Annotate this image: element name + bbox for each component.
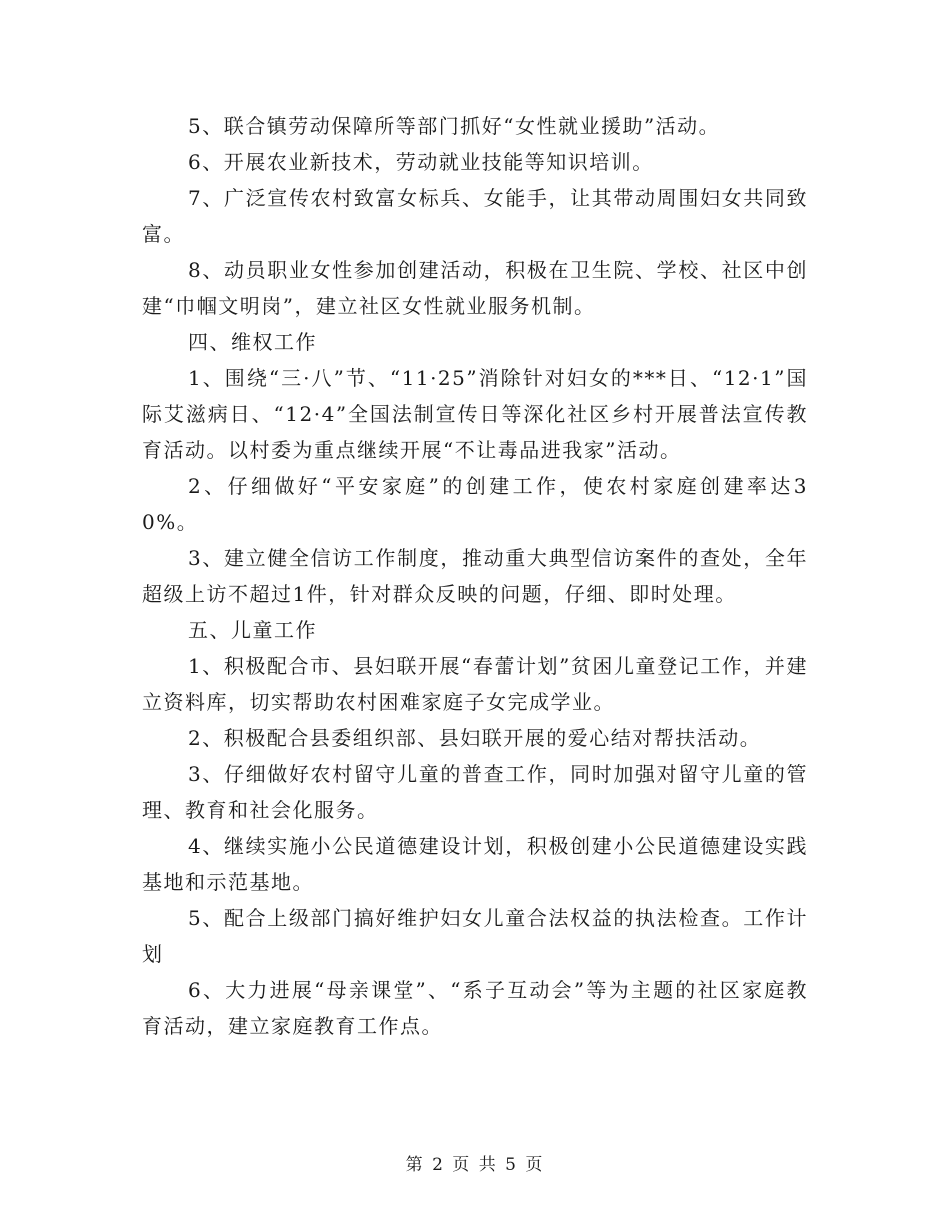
paragraph: 6、大力进展“母亲课堂”、“系子互动会”等为主题的社区家庭教育活动，建立家庭教育工作点。 — [142, 978, 808, 1038]
paragraph: 1、积极配合市、县妇联开展“春蕾计划”贫困儿童登记工作，并建立资料库，切实帮助农村困难家庭子女完成学业。 — [142, 654, 808, 714]
paragraph: 4、继续实施小公民道德建设计划，积极创建小公民道德建设实践基地和示范基地。 — [142, 834, 808, 894]
paragraph: 8、动员职业女性参加创建活动，积极在卫生院、学校、社区中创建“巾帼文明岗”，建立社区女性就业服务机制。 — [142, 258, 808, 318]
paragraph: 3、仔细做好农村留守儿童的普查工作，同时加强对留守儿童的管理、教育和社会化服务。 — [142, 762, 808, 822]
paragraph: 5、配合上级部门搞好维护妇女儿童合法权益的执法检查。工作计划 — [142, 906, 808, 966]
paragraph: 2、积极配合县委组织部、县妇联开展的爱心结对帮扶活动。 — [188, 726, 762, 750]
document-body — [142, 108, 808, 1044]
paragraph: 7、广泛宣传农村致富女标兵、女能手，让其带动周围妇女共同致富。 — [142, 186, 808, 246]
paragraph: 5、联合镇劳动保障所等部门抓好“女性就业援助”活动。 — [188, 114, 721, 138]
paragraph: 1、围绕“三·八”节、“11·25”消除针对妇女的***日、“12·1”国际艾滋病日、“12·4”全国法制宣传日等深化社区乡村开展普法宣传教育活动。以村委为重点继续开展“不让毒品进我家”活动。 — [142, 366, 808, 462]
section-heading: 五、儿童工作 — [188, 618, 317, 642]
paragraph: 2、仔细做好“平安家庭”的创建工作，使农村家庭创建率达30%。 — [142, 474, 808, 534]
section-heading: 四、维权工作 — [188, 330, 317, 354]
paragraph: 6、开展农业新技术，劳动就业技能等知识培训。 — [188, 150, 654, 174]
page-footer: 第 2 页 共 5 页 — [405, 1155, 545, 1175]
paragraph: 3、建立健全信访工作制度，推动重大典型信访案件的查处，全年超级上访不超过1件，针对群众反映的问题，仔细、即时处理。 — [142, 546, 808, 606]
